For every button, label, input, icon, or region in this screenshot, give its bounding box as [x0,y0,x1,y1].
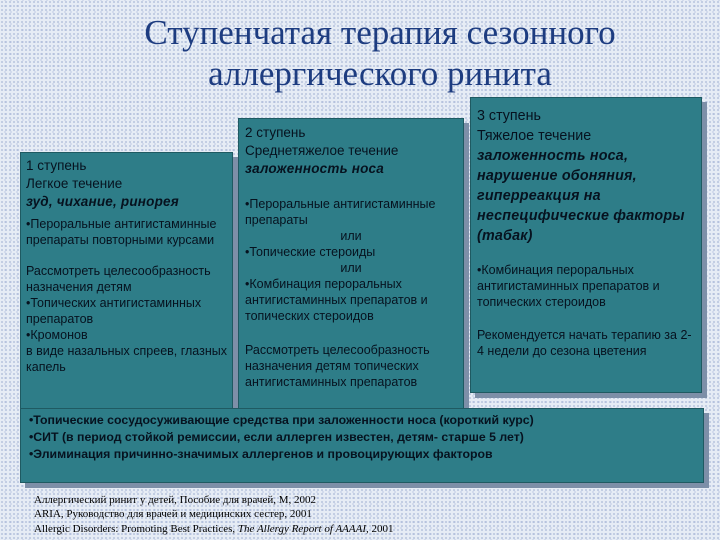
step-3-recommendation: Рекомендуется начать терапию за 2-4 недели до сезона цветения [477,328,692,358]
step-2-symptoms: заложенность носа [245,161,384,176]
step-2-treatment-1: •Пероральные антигистаминные препараты [245,197,436,227]
step-1-symptoms: зуд, чихание, ринорея [26,194,179,209]
step-2-severity: Среднетяжелое течение [245,143,399,158]
common-item-2: •СИТ (в период стойкой ремиссии, если аллерген известен, детям- старше 5 лет) [29,430,524,444]
step-2-heading: 2 ступень [245,125,306,140]
slide-title: Ступенчатая терапия сезонного аллергического ринита [144,13,616,93]
step-2-or-1: или [340,229,362,243]
reference-3 [34,522,634,536]
step-3-heading: 3 ступень [477,108,541,124]
step-3-symptoms: заложенность носа, нарушение обоняния, гиперреакция на неспецифические факторы (табак) [477,148,685,244]
common-item-3: •Элиминация причинно-значимых аллергенов и провоцирующих факторов [29,447,493,461]
common-item-1: •Топические сосудосуживающие средства при заложенности носа (короткий курс) [29,413,534,427]
common-measures-box [20,408,704,483]
step-1-treatment: •Пероральные антигистаминные препараты повторными курсами [26,217,217,247]
step-2-children-note: Рассмотреть целесообразность назначения детям топических антигистаминных препаратов [245,343,430,389]
step-2-treatment-3: •Комбинация пероральных антигистаминных препаратов и топических стероидов [245,277,428,323]
reference-1: Аллергический ринит у детей, Пособие для врачей, М, 2002 [34,494,316,506]
reference-3-suffix: 2001 [368,522,394,535]
step-1-children-note: Рассмотреть целесообразность назначения детям [26,264,211,294]
step-3-treatment: •Комбинация пероральных антигистаминных препаратов и топических стероидов [477,263,660,309]
step-1-severity: Легкое течение [26,176,123,191]
step-1-children-item-1: •Топических антигистаминных препаратов [26,296,202,326]
step-2-or-2: или [340,261,362,275]
reference-3-prefix: Allergic Disorders: Promoting Best Practices, [34,522,238,535]
reference-2: ARIA, Руководство для врачей и медицинских сестер, 2001 [34,508,312,521]
step-1-children-item-3: в виде назальных спреев, глазных капель [26,344,227,374]
step-3-box [470,97,702,393]
step-2-box [238,118,464,412]
step-1-box [20,152,233,410]
step-1-children-item-2: •Кромонов [26,328,88,342]
step-2-treatment-2: •Топические стероиды [245,245,376,259]
step-3-severity: Тяжелое течение [477,128,592,144]
step-1-heading: 1 ступень [26,158,87,173]
references [34,493,634,536]
reference-3-italic: The Allergy Report of AAAAI, [237,522,369,535]
